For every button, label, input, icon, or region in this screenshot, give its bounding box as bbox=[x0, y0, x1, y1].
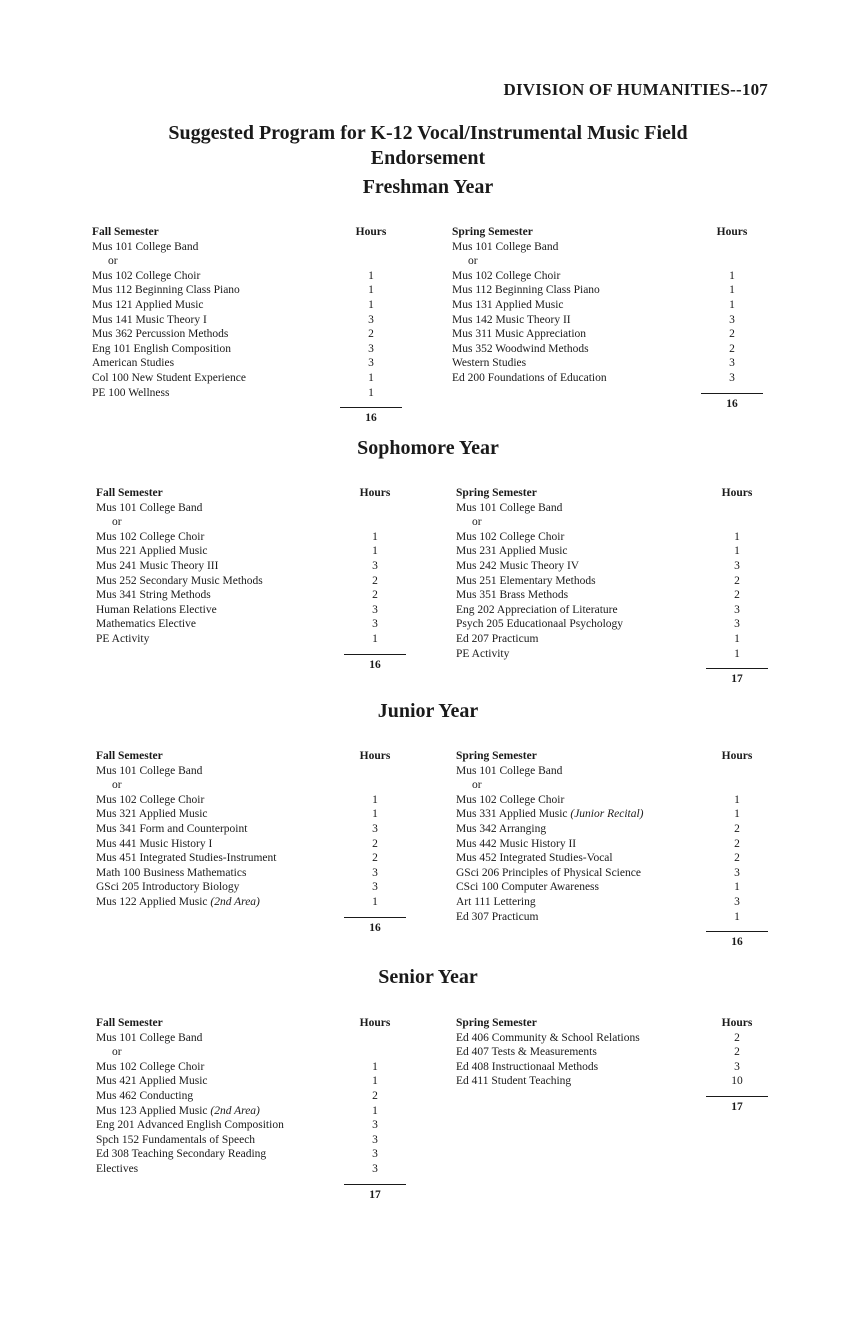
spring-total-rule bbox=[706, 1096, 768, 1097]
course-hours bbox=[702, 515, 772, 530]
course-hours: 3 bbox=[734, 559, 740, 572]
spring-total-hours: 16 bbox=[726, 397, 738, 410]
course-hours: 2 bbox=[734, 852, 740, 865]
course-name: Mus 101 College Band bbox=[456, 501, 563, 514]
course-hours: 1 bbox=[372, 632, 378, 645]
course-name: PE 100 Wellness bbox=[92, 386, 170, 399]
year-title: Freshman Year bbox=[362, 176, 494, 198]
course-name: Mus 341 String Methods bbox=[96, 589, 211, 602]
course-name: Mus 102 College Choir bbox=[452, 269, 561, 282]
course-name: Art 111 Lettering bbox=[456, 895, 536, 908]
spring-semester-courses bbox=[456, 749, 644, 924]
fall-semester-heading: Fall Semester bbox=[92, 226, 159, 238]
course-hours bbox=[340, 501, 410, 516]
course-name: Mus 352 Woodwind Methods bbox=[452, 342, 589, 355]
course-hours: 1 bbox=[729, 298, 735, 311]
course-hours: 2 bbox=[734, 589, 740, 602]
hours-heading: Hours bbox=[716, 226, 748, 238]
spring-semester-heading: Spring Semester bbox=[456, 1017, 537, 1029]
course-name: Mus 112 Beginning Class Piano bbox=[92, 284, 240, 297]
course-hours: 3 bbox=[734, 603, 740, 616]
fall-total-rule bbox=[344, 654, 406, 655]
course-hours: 3 bbox=[368, 357, 374, 370]
spring-semester-heading: Spring Semester bbox=[452, 226, 533, 238]
fall-semester-courses bbox=[96, 1016, 284, 1177]
course-hours: 3 bbox=[372, 881, 378, 894]
course-hours: 1 bbox=[372, 793, 378, 806]
course-hours: 3 bbox=[734, 618, 740, 631]
spring-semester-heading: Spring Semester bbox=[456, 487, 537, 499]
course-name: Mus 362 Percussion Methods bbox=[92, 328, 229, 341]
course-name: Mus 102 College Choir bbox=[92, 269, 201, 282]
fall-semester-courses bbox=[92, 225, 246, 400]
course-name: Mus 331 Applied Music (Junior Recital) bbox=[456, 808, 644, 821]
course-name: Mus 451 Integrated Studies-Instrument bbox=[96, 852, 277, 865]
course-name: Mus 231 Applied Music bbox=[456, 545, 568, 558]
fall-semester-hours bbox=[340, 1016, 410, 1177]
course-hours: 1 bbox=[734, 881, 740, 894]
course-hours: 1 bbox=[734, 808, 740, 821]
course-name: Eng 202 Appreciation of Literature bbox=[456, 603, 618, 616]
fall-semester-heading: Fall Semester bbox=[96, 750, 163, 762]
fall-total-rule bbox=[344, 917, 406, 918]
course-hours: 1 bbox=[372, 895, 378, 908]
course-note: (Junior Recital) bbox=[570, 808, 644, 821]
course-name: Mus 421 Applied Music bbox=[96, 1075, 208, 1088]
course-name: Mus 221 Applied Music bbox=[96, 545, 208, 558]
or-connector: or bbox=[472, 516, 482, 529]
course-name: Mus 102 College Choir bbox=[456, 793, 565, 806]
course-name: Mus 101 College Band bbox=[96, 501, 203, 514]
fall-total-hours: 16 bbox=[365, 412, 377, 425]
course-hours: 2 bbox=[372, 1089, 378, 1102]
fall-semester-heading: Fall Semester bbox=[96, 1017, 163, 1029]
course-hours bbox=[702, 501, 772, 516]
course-hours: 3 bbox=[368, 342, 374, 355]
course-hours: 2 bbox=[729, 328, 735, 341]
course-name: Mus 141 Music Theory I bbox=[92, 313, 207, 326]
course-hours: 1 bbox=[372, 1104, 378, 1117]
course-hours: 1 bbox=[368, 386, 374, 399]
course-hours: 1 bbox=[368, 284, 374, 297]
course-name: Mus 101 College Band bbox=[96, 764, 203, 777]
course-name: Western Studies bbox=[452, 357, 527, 370]
or-connector: or bbox=[108, 255, 118, 268]
course-name: Mus 321 Applied Music bbox=[96, 808, 208, 821]
spring-semester-courses bbox=[456, 486, 623, 661]
course-hours bbox=[340, 1031, 410, 1046]
course-name: American Studies bbox=[92, 357, 175, 370]
course-hours: 3 bbox=[372, 1162, 378, 1175]
course-hours: 3 bbox=[372, 1119, 378, 1132]
course-hours: 1 bbox=[372, 530, 378, 543]
course-name: Spch 152 Fundamentals of Speech bbox=[96, 1133, 256, 1146]
course-name: Ed 407 Tests & Measurements bbox=[456, 1046, 597, 1059]
fall-semester-hours bbox=[340, 486, 410, 647]
spring-semester-hours bbox=[702, 749, 772, 924]
course-note: (2nd Area) bbox=[210, 895, 260, 908]
course-hours: 1 bbox=[372, 545, 378, 558]
course-name: GSci 205 Introductory Biology bbox=[96, 881, 240, 894]
or-connector: or bbox=[468, 255, 478, 268]
course-name: Col 100 New Student Experience bbox=[92, 371, 246, 384]
course-hours: 2 bbox=[368, 328, 374, 341]
course-note: (2nd Area) bbox=[210, 1104, 260, 1117]
spring-semester-hours bbox=[702, 1016, 772, 1089]
spring-semester-courses bbox=[452, 225, 607, 386]
course-hours: 1 bbox=[372, 1060, 378, 1073]
course-hours bbox=[336, 254, 406, 269]
course-hours: 2 bbox=[734, 837, 740, 850]
course-name: Mus 342 Arranging bbox=[456, 822, 547, 835]
spring-total-rule bbox=[706, 668, 768, 669]
course-name: Ed 307 Practicum bbox=[456, 910, 539, 923]
spring-semester-hours bbox=[702, 486, 772, 661]
course-hours: 1 bbox=[734, 647, 740, 660]
course-hours bbox=[340, 778, 410, 793]
course-hours: 1 bbox=[729, 269, 735, 282]
course-name: Human Relations Elective bbox=[96, 603, 217, 616]
course-hours: 1 bbox=[368, 269, 374, 282]
course-hours: 3 bbox=[372, 618, 378, 631]
course-hours: 2 bbox=[372, 837, 378, 850]
course-hours bbox=[697, 254, 767, 269]
page-title-line-1: Suggested Program for K-12 Vocal/Instrumental Music Field bbox=[168, 122, 688, 144]
course-hours bbox=[340, 764, 410, 779]
course-hours: 1 bbox=[734, 632, 740, 645]
course-hours bbox=[340, 1045, 410, 1060]
course-name: Mus 112 Beginning Class Piano bbox=[452, 284, 600, 297]
course-name: Mus 123 Applied Music (2nd Area) bbox=[96, 1104, 260, 1117]
fall-semester-courses bbox=[96, 486, 263, 647]
or-connector: or bbox=[472, 779, 482, 792]
course-name: Mus 241 Music Theory III bbox=[96, 559, 219, 572]
course-hours: 3 bbox=[372, 866, 378, 879]
fall-total-hours: 17 bbox=[369, 1188, 381, 1201]
course-hours: 3 bbox=[368, 313, 374, 326]
course-name: Mus 101 College Band bbox=[96, 1031, 203, 1044]
spring-total-hours: 17 bbox=[731, 1101, 743, 1113]
spring-total-rule bbox=[706, 931, 768, 932]
course-hours: 1 bbox=[734, 530, 740, 543]
course-hours: 3 bbox=[734, 895, 740, 908]
course-name: Mus 101 College Band bbox=[92, 240, 199, 253]
course-name: Mus 131 Applied Music bbox=[452, 298, 564, 311]
fall-semester-hours bbox=[340, 749, 410, 910]
course-hours: 2 bbox=[372, 574, 378, 587]
course-hours: 2 bbox=[734, 574, 740, 587]
fall-semester-courses bbox=[96, 749, 276, 910]
course-hours bbox=[697, 240, 767, 255]
course-name: GSci 206 Principles of Physical Science bbox=[456, 866, 641, 879]
hours-heading: Hours bbox=[359, 487, 391, 499]
hours-heading: Hours bbox=[721, 1017, 753, 1029]
course-name: Mus 101 College Band bbox=[456, 764, 563, 777]
course-name: Electives bbox=[96, 1162, 139, 1175]
course-name: Mus 102 College Choir bbox=[96, 793, 205, 806]
course-hours bbox=[702, 778, 772, 793]
course-hours: 1 bbox=[368, 371, 374, 384]
course-hours bbox=[702, 764, 772, 779]
course-name: Mus 462 Conducting bbox=[96, 1089, 194, 1102]
course-name: Mus 142 Music Theory II bbox=[452, 313, 571, 326]
course-name: Math 100 Business Mathematics bbox=[96, 866, 247, 879]
spring-semester-hours bbox=[697, 225, 767, 386]
spring-total-rule bbox=[701, 393, 763, 394]
course-name: CSci 100 Computer Awareness bbox=[456, 881, 599, 894]
or-connector: or bbox=[112, 779, 122, 792]
course-name: Ed 207 Practicum bbox=[456, 632, 539, 645]
course-hours: 3 bbox=[372, 603, 378, 616]
course-hours: 1 bbox=[729, 284, 735, 297]
course-hours: 3 bbox=[372, 822, 378, 835]
course-hours: 1 bbox=[734, 793, 740, 806]
year-title: Sophomore Year bbox=[357, 437, 499, 459]
course-name: Mus 242 Music Theory IV bbox=[456, 559, 580, 572]
course-hours: 2 bbox=[372, 589, 378, 602]
course-name: PE Activity bbox=[96, 632, 150, 645]
course-name: Mus 102 College Choir bbox=[96, 1060, 205, 1073]
page-title-line-2: Endorsement bbox=[370, 147, 486, 169]
course-hours: 1 bbox=[372, 808, 378, 821]
course-hours: 3 bbox=[729, 313, 735, 326]
page-title bbox=[0, 121, 856, 171]
course-hours: 3 bbox=[372, 1148, 378, 1161]
course-hours: 2 bbox=[734, 1031, 740, 1044]
course-hours: 1 bbox=[372, 1075, 378, 1088]
course-name: Ed 406 Community & School Relations bbox=[456, 1031, 640, 1044]
fall-total-hours: 16 bbox=[369, 921, 381, 934]
fall-semester-heading: Fall Semester bbox=[96, 487, 163, 499]
hours-heading: Hours bbox=[359, 750, 391, 762]
course-hours: 10 bbox=[731, 1075, 743, 1088]
spring-semester-courses bbox=[456, 1016, 640, 1089]
hours-heading: Hours bbox=[721, 487, 753, 499]
course-name: Mus 351 Brass Methods bbox=[456, 589, 569, 602]
or-connector: or bbox=[112, 516, 122, 529]
hours-heading: Hours bbox=[721, 750, 753, 762]
course-name: Ed 200 Foundations of Education bbox=[452, 371, 607, 384]
course-name: Ed 408 Instructionaal Methods bbox=[456, 1060, 599, 1073]
course-hours: 2 bbox=[372, 852, 378, 865]
fall-total-hours: 16 bbox=[369, 658, 381, 671]
course-name: Eng 201 Advanced English Composition bbox=[96, 1119, 284, 1132]
course-name: Mus 252 Secondary Music Methods bbox=[96, 574, 263, 587]
course-hours: 3 bbox=[372, 559, 378, 572]
course-name: Mus 452 Integrated Studies-Vocal bbox=[456, 852, 613, 865]
course-name: Mus 251 Elementary Methods bbox=[456, 574, 596, 587]
course-name: Psych 205 Educationaal Psychology bbox=[456, 618, 624, 631]
course-name: Mus 311 Music Appreciation bbox=[452, 328, 587, 341]
course-hours: 1 bbox=[368, 298, 374, 311]
fall-total-rule bbox=[340, 407, 402, 408]
course-hours: 3 bbox=[734, 866, 740, 879]
course-name: Mus 341 Form and Counterpoint bbox=[96, 822, 248, 835]
course-name: Eng 101 English Composition bbox=[92, 342, 231, 355]
course-hours: 2 bbox=[734, 1046, 740, 1059]
course-hours: 2 bbox=[729, 342, 735, 355]
spring-total-hours: 16 bbox=[731, 936, 743, 949]
course-name: Mus 442 Music History II bbox=[456, 837, 577, 850]
course-name: Mus 121 Applied Music bbox=[92, 298, 204, 311]
fall-semester-hours bbox=[336, 225, 406, 400]
course-name: Ed 411 Student Teaching bbox=[456, 1075, 572, 1088]
course-name: Ed 308 Teaching Secondary Reading bbox=[96, 1148, 267, 1161]
year-title: Junior Year bbox=[377, 700, 479, 722]
running-head: DIVISION OF HUMANITIES--107 bbox=[503, 80, 768, 99]
spring-total-hours: 17 bbox=[731, 673, 743, 686]
course-hours: 1 bbox=[734, 910, 740, 923]
or-connector: or bbox=[112, 1046, 122, 1059]
year-title: Senior Year bbox=[378, 966, 478, 988]
course-hours: 2 bbox=[734, 822, 740, 835]
course-name: Mus 441 Music History I bbox=[96, 837, 213, 850]
hours-heading: Hours bbox=[359, 1017, 391, 1029]
hours-heading: Hours bbox=[355, 226, 387, 238]
course-name: Mus 102 College Choir bbox=[456, 530, 565, 543]
course-name: Mus 102 College Choir bbox=[96, 530, 205, 543]
course-name: Mus 122 Applied Music (2nd Area) bbox=[96, 895, 260, 908]
course-hours bbox=[340, 515, 410, 530]
course-name: Mus 101 College Band bbox=[452, 240, 559, 253]
course-name: Mathematics Elective bbox=[96, 618, 196, 631]
course-hours: 3 bbox=[372, 1133, 378, 1146]
course-hours: 3 bbox=[729, 357, 735, 370]
course-hours: 3 bbox=[734, 1060, 740, 1073]
course-hours: 1 bbox=[734, 545, 740, 558]
fall-total-rule bbox=[344, 1184, 406, 1185]
spring-semester-heading: Spring Semester bbox=[456, 750, 537, 762]
course-hours: 3 bbox=[729, 371, 735, 384]
course-name: PE Activity bbox=[456, 647, 510, 660]
course-hours bbox=[336, 240, 406, 255]
